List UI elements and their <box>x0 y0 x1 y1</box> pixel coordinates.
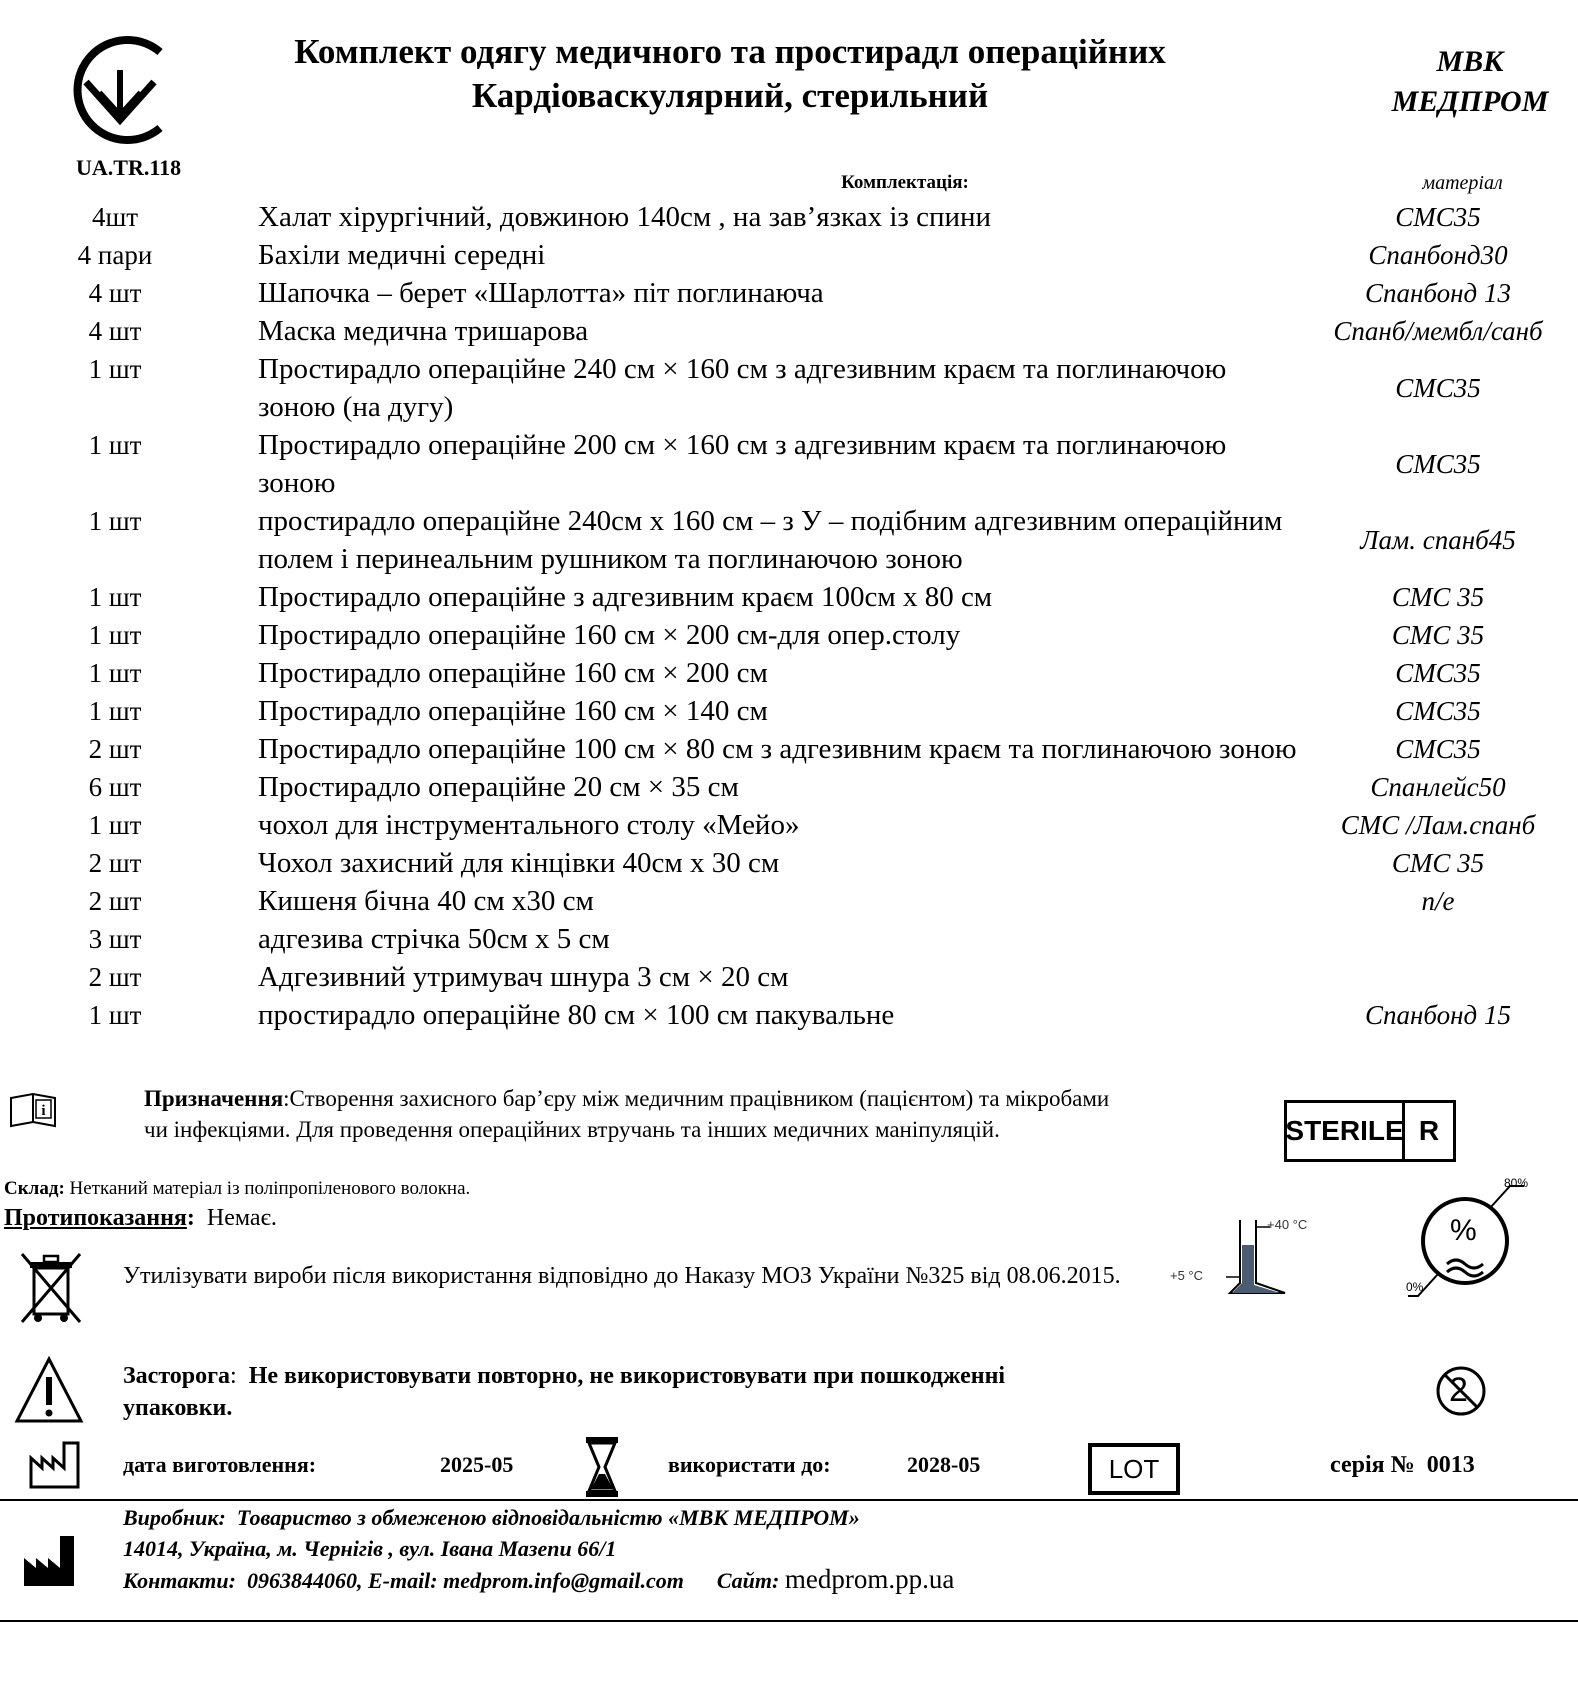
item-material: Спанбонд 15 <box>1365 1000 1511 1030</box>
company-logo-line-2: МЕДПРОМ <box>1391 85 1549 118</box>
item-name: Простирадло операційне 100 см × 80 см з адгезивним краєм та поглинаючою зоною <box>258 733 1297 765</box>
item-quantity: 1 шт <box>88 696 142 726</box>
item-row <box>0 920 1578 958</box>
item-name: Халат хірургічний, довжиною 140см , на зав’язках із спини <box>258 201 992 233</box>
manufacturer-icon <box>22 1532 76 1588</box>
sterile-r-symbol <box>1284 1100 1456 1162</box>
item-row <box>0 350 1578 426</box>
composition <box>4 1178 470 1200</box>
item-quantity: 2 шт <box>88 848 142 878</box>
composition-value: Нетканий матеріал із поліпропіленового волокна. <box>69 1178 471 1199</box>
item-row <box>0 312 1578 350</box>
humidity-max-label: 80% <box>1504 1176 1529 1190</box>
item-row <box>0 236 1578 274</box>
item-quantity: 4шт <box>91 202 139 232</box>
item-quantity: 1 шт <box>88 1000 142 1030</box>
item-material: СМС 35 <box>1391 848 1485 878</box>
divider-line <box>0 1499 1578 1501</box>
manufacture-date-label: дата виготовлення: <box>123 1452 317 1477</box>
weee-crossed-bin-icon <box>16 1248 86 1326</box>
item-name: Простирадло операційне 240 см × 160 см з адгезивним краєм та поглинаючою зоною (на дугу) <box>258 353 1227 423</box>
item-row <box>0 958 1578 996</box>
contents-heading: Комплектація: <box>841 172 969 193</box>
manufacture-date-icon <box>28 1440 82 1490</box>
manufacturer-line <box>123 1502 954 1533</box>
item-row <box>0 768 1578 806</box>
company-logo-line-1: МВК <box>1436 45 1504 78</box>
item-row <box>0 654 1578 692</box>
humidity-percent-sign: % <box>1450 1214 1477 1247</box>
item-quantity: 1 шт <box>88 582 142 612</box>
item-name: простирадло операційне 240см х 160 см – з У – подібним адгезивним операційним полем і перинеальним рушником та поглинаючою зоною <box>258 505 1283 575</box>
item-row <box>0 426 1578 502</box>
manufacture-date-value: 2025-05 <box>440 1452 514 1477</box>
item-name: Простирадло операційне 160 см × 200 см <box>258 657 768 689</box>
item-material: СМС35 <box>1395 202 1481 232</box>
purpose-label: Призначення <box>144 1086 284 1111</box>
warning-label: Засторога <box>123 1363 231 1389</box>
item-row <box>0 996 1578 1034</box>
item-material: СМС /Лам.спанб <box>1340 810 1536 840</box>
item-material: СМС35 <box>1395 696 1481 726</box>
contraindications-label: Протипоказання <box>4 1205 187 1231</box>
item-material: Спанбонд 13 <box>1365 278 1511 308</box>
warning-value: Не використовувати повторно, не використовувати при пошкодженні упаковки. <box>123 1363 1006 1421</box>
composition-label: Склад: <box>4 1178 65 1199</box>
item-material: СМС35 <box>1395 734 1481 764</box>
item-row <box>0 730 1578 768</box>
ukrainian-conformity-mark-icon <box>60 30 180 150</box>
manufacturer-address: 14014, Україна, м. Чернігів , вул. Івана Мазепи 66/1 <box>123 1536 617 1561</box>
item-name: Простирадло операційне 20 см × 35 см <box>258 771 739 803</box>
item-quantity: 6 шт <box>88 772 142 802</box>
use-by-label: використати до: <box>668 1452 831 1477</box>
manufacturer-label: Виробник: <box>123 1505 226 1530</box>
item-quantity: 4 пари <box>77 240 153 270</box>
item-name: Адгезивний утримувач шнура 3 см × 20 см <box>258 961 789 993</box>
series-label: серія № <box>1330 1452 1415 1478</box>
series-number <box>1330 1452 1475 1479</box>
info-book-icon <box>8 1092 58 1130</box>
items-table <box>0 198 1578 1034</box>
item-row <box>0 844 1578 882</box>
item-name: Кишеня бічна 40 см х30 см <box>258 885 594 917</box>
site-label: Сайт: <box>716 1568 780 1593</box>
item-quantity: 4 шт <box>88 278 142 308</box>
item-material: Спанлейс50 <box>1370 772 1506 802</box>
item-material: Лам. спанб45 <box>1360 525 1516 555</box>
item-quantity: 3 шт <box>88 924 142 954</box>
manufacturer-info <box>123 1502 954 1596</box>
material-heading: матеріал <box>1422 172 1503 194</box>
item-row <box>0 578 1578 616</box>
certification-code: UA.TR.118 <box>76 155 182 180</box>
item-row <box>0 882 1578 920</box>
item-row <box>0 616 1578 654</box>
item-material: СМС35 <box>1395 449 1481 479</box>
lot-symbol: LOT <box>1088 1443 1180 1495</box>
item-material: СМС 35 <box>1391 582 1485 612</box>
disposal-text: Утилізувати вироби після використання відповідно до Наказу МОЗ України №325 від 08.06.2015. <box>123 1263 1121 1289</box>
warning-text: Засторога: Не використовувати повторно, не використовувати при пошкодженні упаковки. <box>123 1363 1006 1421</box>
item-name: Простирадло операційне з адгезивним краєм 100см х 80 см <box>258 581 993 613</box>
item-row <box>0 692 1578 730</box>
item-quantity: 4 шт <box>88 316 142 346</box>
contacts-line <box>123 1564 954 1596</box>
item-quantity: 1 шт <box>88 620 142 650</box>
item-row <box>0 806 1578 844</box>
company-logo <box>1370 42 1570 122</box>
item-name: Простирадло операційне 160 см × 140 см <box>258 695 768 727</box>
contraindications: Протипоказання: Немає. <box>4 1205 277 1231</box>
do-not-reuse-digit: 2 <box>1449 1371 1468 1409</box>
item-quantity: 1 шт <box>88 506 142 536</box>
item-quantity: 1 шт <box>88 430 142 460</box>
bottom-divider-line <box>0 1620 1578 1622</box>
site-url: medprom.pp.ua <box>784 1564 955 1594</box>
item-name: адгезива стрічка 50см х 5 см <box>258 923 610 955</box>
item-material: Спанб/мембл/санб <box>1333 316 1543 346</box>
sterile-method: R <box>1418 1115 1440 1146</box>
temperature-limit-icon <box>1170 1215 1340 1305</box>
item-row <box>0 198 1578 236</box>
title-line-1: Комплект одягу медичного та простирадл операційних <box>294 32 1166 71</box>
item-material: СМС 35 <box>1391 620 1485 650</box>
hourglass-icon <box>585 1436 619 1498</box>
item-row <box>0 502 1578 578</box>
item-row <box>0 274 1578 312</box>
contacts-value: 0963844060, E-mail: medprom.info@gmail.com <box>246 1568 684 1593</box>
item-quantity: 1 шт <box>88 354 142 384</box>
purpose-value: :Створення захисного бар’єру між медичним працівником (пацієнтом) та мікробами чи інфекціями. Для проведення операційних втручань та інших медичних маніпуляцій. <box>144 1086 1110 1142</box>
contraindications-value: Немає. <box>206 1205 277 1231</box>
item-name: Маска медична тришарова <box>258 315 589 347</box>
item-quantity: 1 шт <box>88 810 142 840</box>
humidity-min-label: 0% <box>1406 1280 1424 1294</box>
item-name: Чохол захисний для кінцівки 40см х 30 см <box>258 847 780 879</box>
item-name: Простирадло операційне 160 см × 200 см-для опер.столу <box>258 619 961 651</box>
item-quantity: 1 шт <box>88 658 142 688</box>
item-quantity: 2 шт <box>88 734 142 764</box>
temp-min-label: +5 °C <box>1170 1268 1204 1283</box>
contacts-label: Контакти: <box>123 1568 236 1593</box>
item-quantity: 2 шт <box>88 962 142 992</box>
series-value: 0013 <box>1426 1452 1475 1478</box>
item-name: Простирадло операційне 200 см × 160 см з адгезивним краєм та поглинаючою зоною <box>258 429 1227 499</box>
humidity-limit-icon <box>1400 1176 1536 1306</box>
use-by-value: 2028-05 <box>907 1452 981 1477</box>
item-material: п/е <box>1421 886 1455 916</box>
do-not-reuse-icon <box>1434 1364 1488 1418</box>
item-name: чохол для інструментального столу «Мейо» <box>258 809 800 841</box>
item-material: СМС35 <box>1395 658 1481 688</box>
item-material: СМС35 <box>1395 373 1481 403</box>
sterile-label: STERILE <box>1287 1103 1405 1159</box>
item-name: Шапочка – берет «Шарлотта» піт поглинаюча <box>258 277 824 309</box>
item-quantity: 2 шт <box>88 886 142 916</box>
document-title <box>190 30 1270 118</box>
item-name: Бахіли медичні середні <box>258 239 546 271</box>
item-material: Спанбонд30 <box>1368 240 1508 270</box>
svg-text:i: i <box>41 1103 46 1119</box>
item-name: простирадло операційне 80 см × 100 см пакувальне <box>258 999 895 1031</box>
temp-max-label: +40 °C <box>1267 1217 1308 1232</box>
warning-triangle-icon <box>14 1355 84 1425</box>
purpose-text <box>144 1083 1134 1145</box>
manufacturer-name: Товариство з обмеженою відповідальністю «МВК МЕДПРОМ» <box>236 1505 860 1530</box>
title-line-2: Кардіоваскулярний, стерильний <box>471 76 989 115</box>
